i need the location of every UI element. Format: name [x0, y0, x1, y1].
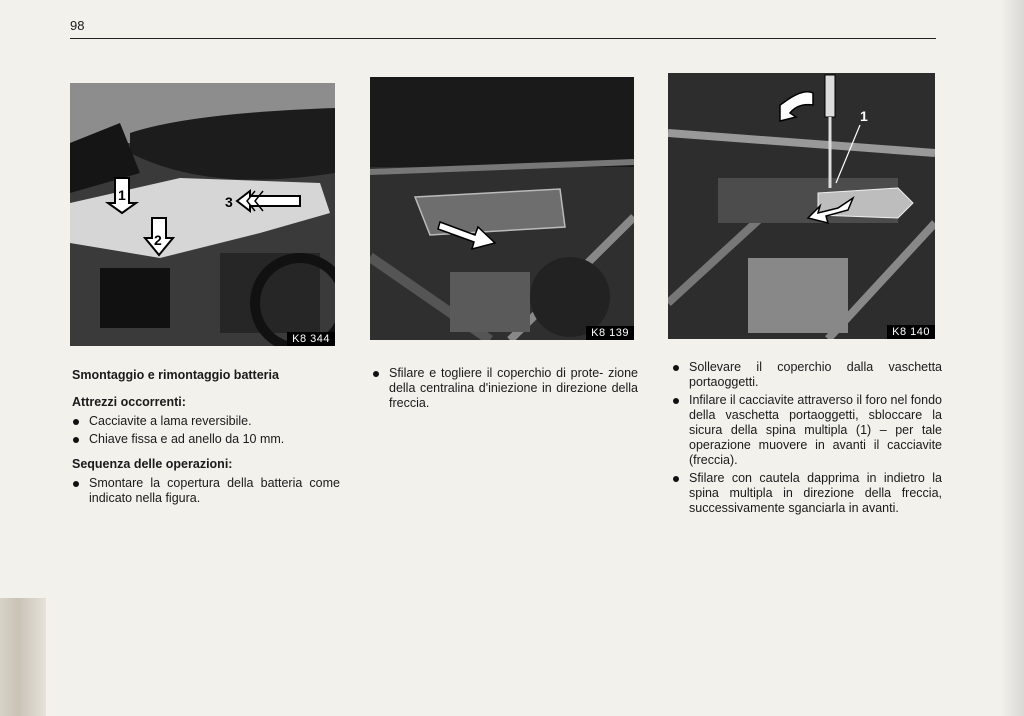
list-item: Infilare il cacciavite attraverso il foro nel fondo della vaschetta portaoggetti, sbloccare la sicura della spina multipla (1) – per tale operazione muovere in avanti il cacciavite (freccia).	[672, 393, 942, 468]
list-item: Chiave fissa e ad anello da 10 mm.	[72, 432, 340, 447]
header-rule	[70, 38, 936, 39]
photo-injection-cover	[370, 77, 634, 340]
multipin-plug-illustration	[668, 73, 935, 339]
column-plug-instructions	[672, 360, 942, 519]
page-number: 98	[70, 18, 85, 33]
photo-multipin-plug	[668, 73, 935, 339]
steps-list	[672, 360, 942, 516]
battery-cover-illustration	[70, 83, 335, 346]
sequence-heading: Sequenza delle operazioni:	[72, 457, 233, 471]
section-title: Smontaggio e rimontaggio batteria	[72, 368, 279, 382]
page-shade	[1000, 0, 1024, 716]
tools-list	[72, 414, 340, 447]
page-edge	[0, 598, 46, 716]
tools-heading: Attrezzi occorrenti:	[72, 395, 186, 409]
injection-cover-illustration	[370, 77, 634, 340]
list-item: Sfilare e togliere il coperchio di prote- zione della centralina d'iniezione in direzione della freccia.	[372, 366, 638, 411]
photo-battery-cover	[70, 83, 335, 346]
column-injection-instructions	[372, 366, 638, 414]
list-item: Sollevare il coperchio dalla vaschetta portaoggetti.	[672, 360, 942, 390]
list-item: Smontare la copertura della batteria come indicato nella figura.	[72, 476, 340, 506]
column-battery-instructions	[72, 368, 340, 509]
photo-code: K8 344	[287, 332, 335, 346]
steps-list	[372, 366, 638, 411]
photo1-label-2: 2	[154, 232, 162, 248]
photo1-label-3: 3	[225, 194, 233, 210]
photo-code: K8 139	[586, 326, 634, 340]
photo1-label-1: 1	[118, 187, 126, 203]
steps-list	[72, 476, 340, 506]
list-item: Sfilare con cautela dapprima in indietro la spina multipla in direzione della freccia, successivamente sganciarla in avanti.	[672, 471, 942, 516]
photo3-label-1: 1	[860, 108, 868, 124]
list-item: Cacciavite a lama reversibile.	[72, 414, 340, 429]
photo-code: K8 140	[887, 325, 935, 339]
